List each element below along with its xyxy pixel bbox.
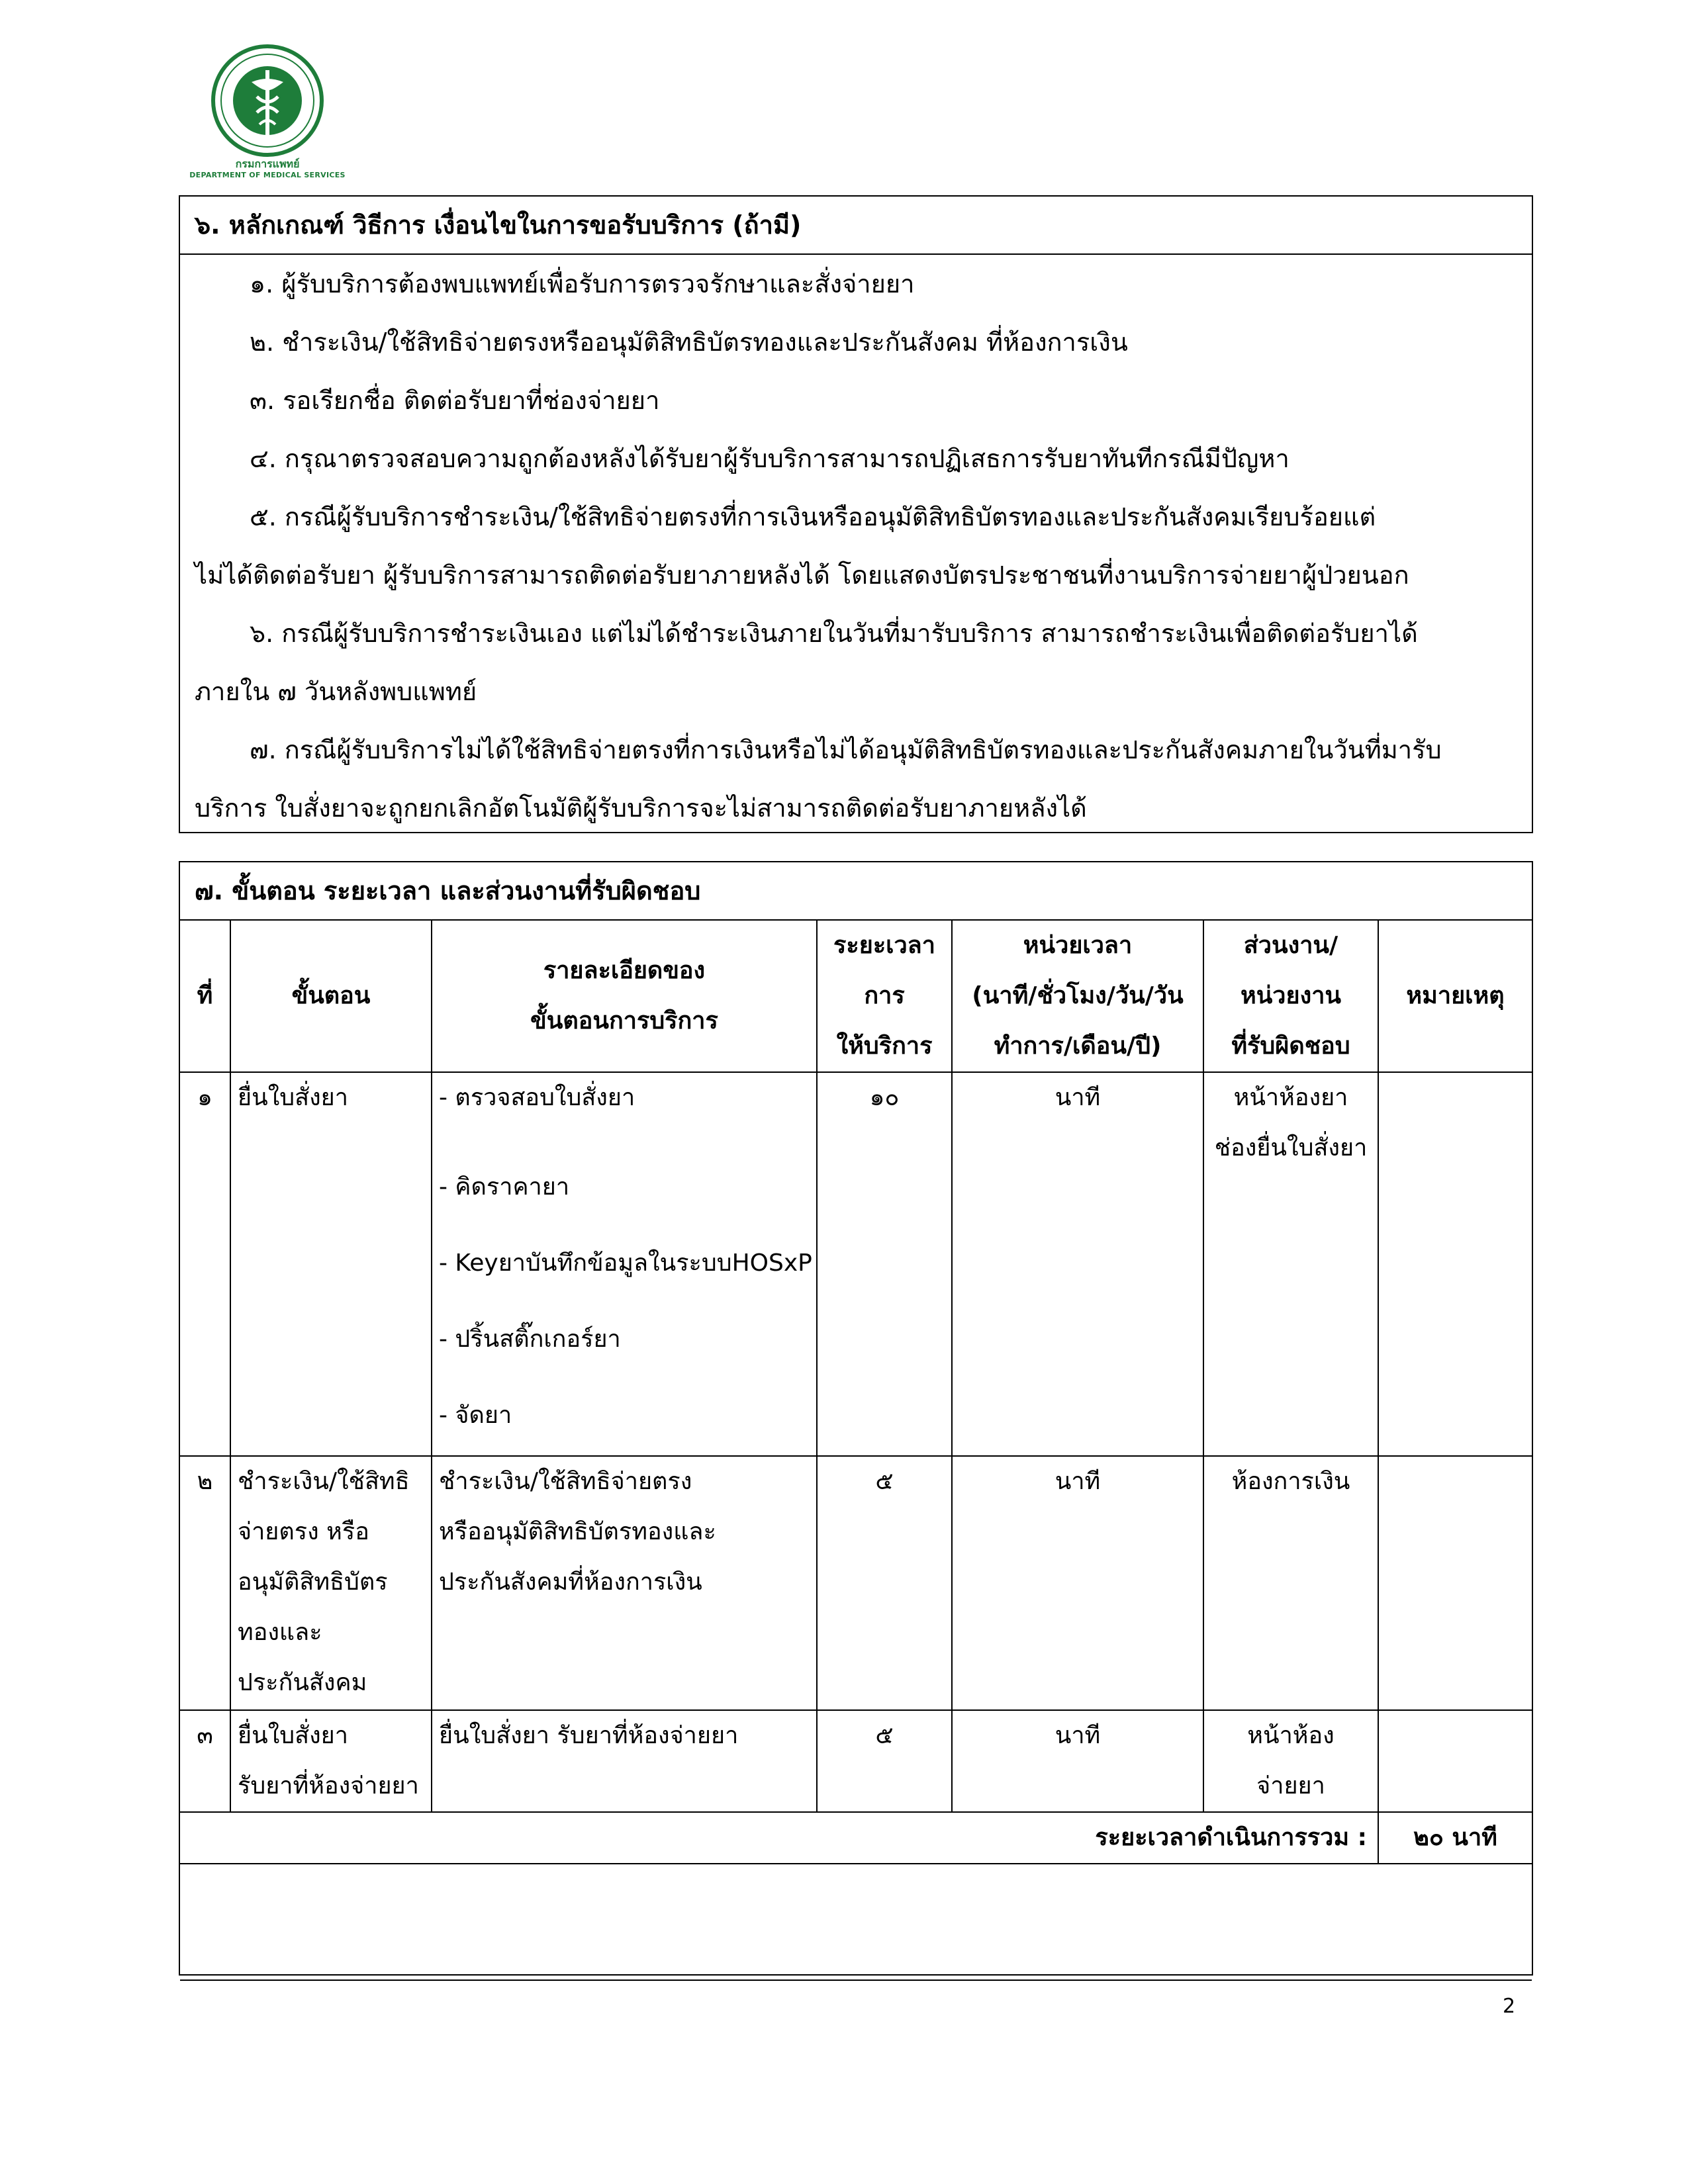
dept-line: จ่ายยา (1256, 1772, 1325, 1799)
detail-line: หรืออนุมัติสิทธิบัตรทองและ (439, 1518, 716, 1545)
header-department (1203, 921, 1378, 1072)
step-line: ประกันสังคม (238, 1669, 367, 1696)
step-line: ยื่นใบสั่งยา (238, 1722, 348, 1749)
header-no: ที่ (180, 921, 230, 1072)
criteria-line: บริการ ใบสั่งยาจะถูกยกเลิกอัตโนมัติผู้รับบริการจะไม่สามารถติดต่อรับยาภายหลังได้ (195, 794, 1087, 823)
header-dept-line: หน่วยงาน (1240, 982, 1342, 1009)
header-unit-line: หน่วยเวลา (1023, 932, 1133, 959)
row-step (230, 1710, 432, 1812)
steps-table (180, 921, 1532, 1981)
criteria-line: ๔. กรุณาตรวจสอบความถูกต้องหลังได้รับยาผู้รับบริการสามารถปฏิเสธการรับยาทันทีกรณีมีปัญหา (250, 444, 1289, 473)
row-duration: ๕ (817, 1456, 952, 1710)
detail-item: - คิดราคายา (439, 1173, 570, 1201)
section-7-steps (179, 861, 1533, 1976)
header-detail-line: ขั้นตอนการบริการ (530, 1007, 718, 1034)
row-unit: นาที (952, 1710, 1203, 1812)
blank-row (180, 1864, 1532, 1980)
header-unit (952, 921, 1203, 1072)
step-line: ยื่นใบสั่งยา (238, 1084, 348, 1111)
row-details (432, 1456, 817, 1710)
row-duration: ๑๐ (817, 1072, 952, 1456)
header-dept-line: ส่วนงาน/ (1243, 932, 1338, 959)
row-step (230, 1456, 432, 1710)
section-6-criteria (179, 195, 1533, 833)
dept-line: ห้องการเงิน (1231, 1468, 1350, 1495)
detail-line: ประกันสังคมที่ห้องการเงิน (439, 1569, 702, 1596)
row-no: ๒ (180, 1456, 230, 1710)
row-step (230, 1072, 432, 1456)
row-details (432, 1710, 817, 1812)
criteria-line: ไม่ได้ติดต่อรับยา ผู้รับบริการสามารถติดต่อรับยาภายหลังได้ โดยแสดงบัตรประชาชนที่งานบริการจ่ายยาผู้ป่วยนอก (195, 561, 1409, 590)
table-row (180, 1456, 1532, 1710)
step-line: อนุมัติสิทธิบัตร (238, 1569, 388, 1596)
criteria-line: ๗. กรณีผู้รับบริการไม่ได้ใช้สิทธิจ่ายตรงที่การเงินหรือไม่ได้อนุมัติสิทธิบัตรทองและประกันสังคมภายในวันที่มารับ (250, 735, 1442, 764)
row-unit: นาที (952, 1456, 1203, 1710)
header-dept-line: ที่รับผิดชอบ (1231, 1032, 1350, 1060)
header-detail (432, 921, 817, 1072)
header-duration-line: การ (864, 982, 905, 1009)
detail-item: - ปริ้นสติ๊กเกอร์ยา (439, 1326, 621, 1353)
header-remark: หมายเหตุ (1378, 921, 1532, 1072)
header-duration-line: ให้บริการ (836, 1032, 933, 1060)
detail-item: - Keyยาบันทึกข้อมูลในระบบHOSxP (439, 1250, 812, 1277)
row-remark (1378, 1456, 1532, 1710)
step-line: ทองและ (238, 1619, 322, 1646)
header-step: ขั้นตอน (230, 921, 432, 1072)
row-department (1203, 1456, 1378, 1710)
step-line: รับยาที่ห้องจ่ายยา (238, 1772, 419, 1799)
total-value: ๒๐ นาที (1378, 1812, 1532, 1864)
dept-line: หน้าห้องยา (1233, 1084, 1348, 1111)
header-detail-line: รายละเอียดของ (543, 957, 706, 984)
header-unit-line: ทำการ/เดือน/ปี) (994, 1032, 1162, 1060)
criteria-line: ๖. กรณีผู้รับบริการชำระเงินเอง แต่ไม่ได้ชำระเงินภายในวันที่มารับบริการ สามารถชำระเงินเพื่อติดต่อรับยาได้ (250, 619, 1418, 648)
header-unit-line: (นาที/ชั่วโมง/วัน/วัน (972, 982, 1184, 1009)
row-no: ๓ (180, 1710, 230, 1812)
page-number: 2 (1503, 1995, 1516, 2018)
section-6-title: ๖. หลักเกณฑ์ วิธีการ เงื่อนไขในการขอรับบริการ (ถ้ามี) (180, 197, 1532, 255)
row-details (432, 1072, 817, 1456)
row-department (1203, 1072, 1378, 1456)
table-row (180, 1072, 1532, 1456)
criteria-line: ๒. ชำระเงิน/ใช้สิทธิจ่ายตรงหรืออนุมัติสิทธิบัตรทองและประกันสังคม ที่ห้องการเงิน (250, 328, 1128, 357)
row-duration: ๕ (817, 1710, 952, 1812)
total-row (180, 1812, 1532, 1864)
dept-line: ช่องยื่นใบสั่งยา (1214, 1134, 1368, 1161)
criteria-line: ๕. กรณีผู้รับบริการชำระเงิน/ใช้สิทธิจ่ายตรงที่การเงินหรืออนุมัติสิทธิบัตรทองและประกันสังคมเรียบร้อยแต่ (250, 502, 1376, 531)
detail-item: - จัดยา (439, 1402, 512, 1429)
step-line: ชำระเงิน/ใช้สิทธิ (238, 1468, 410, 1495)
row-unit: นาที (952, 1072, 1203, 1456)
detail-line: ชำระเงิน/ใช้สิทธิจ่ายตรง (439, 1468, 692, 1495)
criteria-line: ๑. ผู้รับบริการต้องพบแพทย์เพื่อรับการตรวจรักษาและสั่งจ่ายยา (250, 269, 915, 298)
row-department (1203, 1710, 1378, 1812)
table-row (180, 1710, 1532, 1812)
detail-item: - ตรวจสอบใบสั่งยา (439, 1084, 635, 1111)
department-name-th: กรมการแพทย์ (235, 158, 300, 170)
criteria-line: ภายใน ๗ วันหลังพบแพทย์ (195, 677, 477, 706)
department-name-en: DEPARTMENT OF MEDICAL SERVICES (189, 171, 346, 179)
ministry-seal-icon (188, 36, 347, 168)
row-no: ๑ (180, 1072, 230, 1456)
header-duration-line: ระยะเวลา (833, 932, 935, 959)
row-remark (1378, 1710, 1532, 1812)
total-label: ระยะเวลาดำเนินการรวม : (180, 1812, 1378, 1864)
criteria-line: ๓. รอเรียกชื่อ ติดต่อรับยาที่ช่องจ่ายยา (250, 386, 660, 415)
section-7-title: ๗. ขั้นตอน ระยะเวลา และส่วนงานที่รับผิดชอบ (180, 862, 1532, 921)
table-header-row (180, 921, 1532, 1072)
row-remark (1378, 1072, 1532, 1456)
dept-line: หน้าห้อง (1247, 1722, 1335, 1749)
header-duration (817, 921, 952, 1072)
blank-cell (180, 1864, 1532, 1980)
step-line: จ่ายตรง หรือ (238, 1518, 369, 1545)
detail-line: ยื่นใบสั่งยา รับยาที่ห้องจ่ายยา (439, 1722, 739, 1749)
